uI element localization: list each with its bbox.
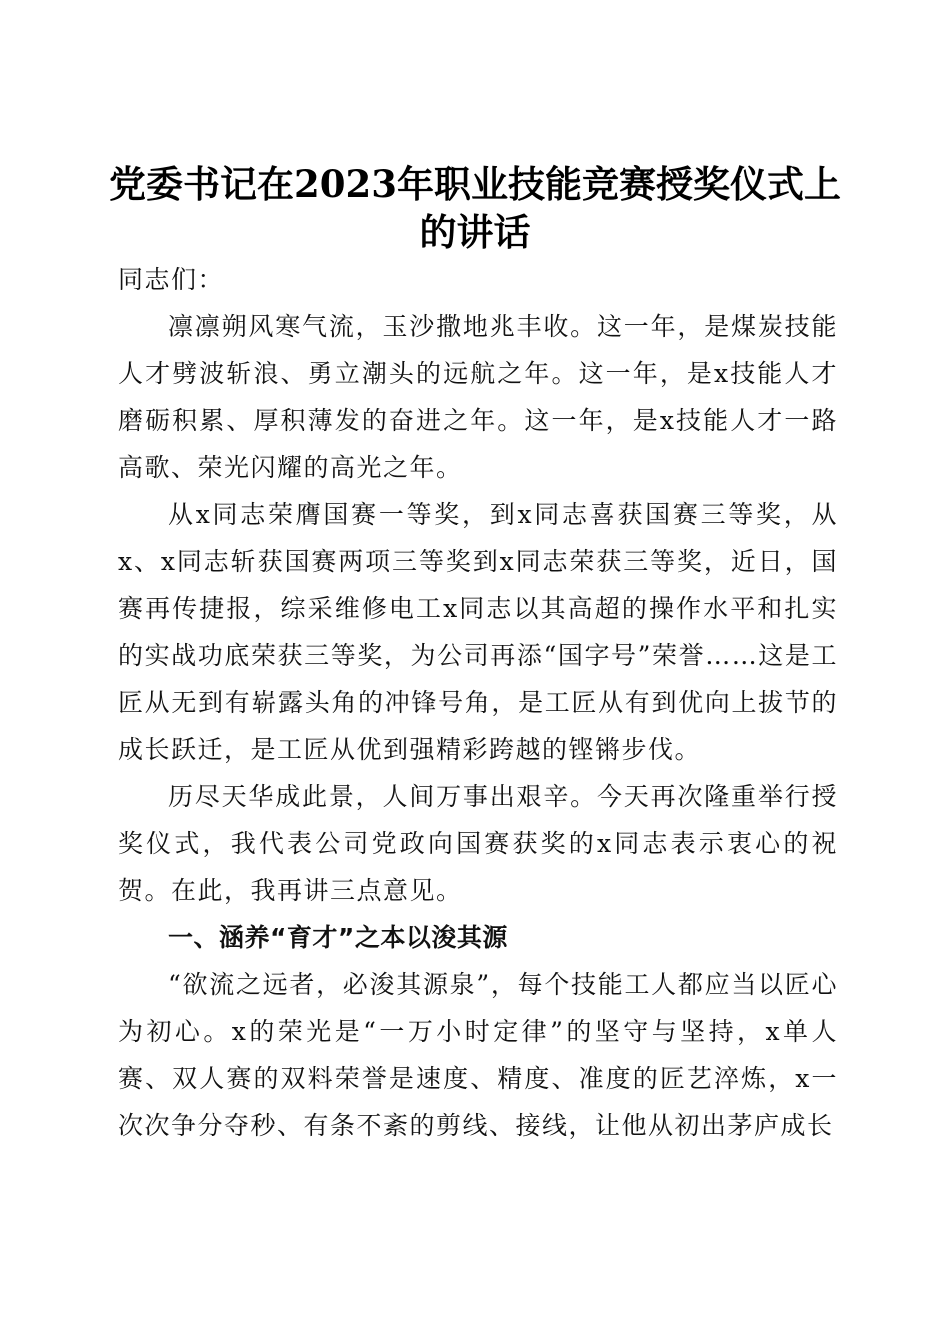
page-title — [100, 160, 850, 256]
paragraph-1: 凛凛朔风寒气流，玉沙撒地兆丰收。这一年，是煤炭技能人才劈波斩浪、勇立潮头的远航之年。这一年，是x技能人才磨砺积累、厚积薄发的奋进之年。这一年，是x技能人才一路高歌、荣光闪耀的高光之年。 — [118, 312, 838, 482]
section-1-paragraph: “欲流之远者，必浚其源泉”，每个技能工人都应当以匠心为初心。x的荣光是“一万小时定律”的坚守与坚持，x单人赛、双人赛的双料荣誉是速度、精度、准度的匠艺淬炼，x一次次争分夺秒、有条不紊的剪线、接线，让他从初出茅庐成长 — [118, 970, 838, 1140]
salutation: 同志们： — [118, 265, 225, 294]
paragraph-3: 历尽天华成此景，人间万事出艰辛。今天再次隆重举行授奖仪式，我代表公司党政向国赛获奖的x同志表示衷心的祝贺。在此，我再讲三点意见。 — [118, 782, 838, 905]
title-line-2: 的讲话 — [419, 209, 531, 254]
document-body — [118, 256, 838, 1149]
paragraph-2: 从x同志荣膺国赛一等奖，到x同志喜获国赛三等奖，从x、x同志斩获国赛两项三等奖到x同志荣获三等奖，近日，国赛再传捷报，综采维修电工x同志以其高超的操作水平和扎实的实战功底荣获三等奖，为公司再添“国字号”荣誉……这是工匠从无到有崭露头角的冲锋号角，是工匠从有到优向上拔节的成长跃迁，是工匠从优到强精彩跨越的铿锵步伐。 — [118, 500, 838, 764]
section-heading-1: 一、涵养“育才”之本以浚其源 — [168, 923, 508, 952]
title-line-1: 党委书记在2023年职业技能竞赛授奖仪式上 — [109, 161, 841, 206]
